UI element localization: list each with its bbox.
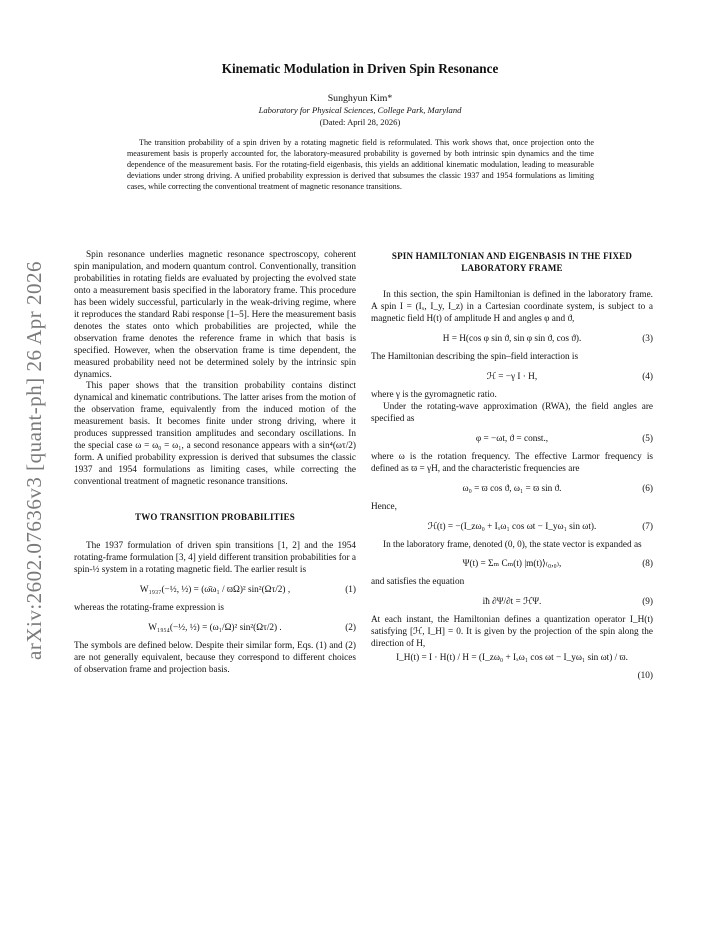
equation-1: [74, 577, 356, 603]
section2-paragraph-3: where γ is the gyromagnetic ratio.: [371, 389, 497, 400]
equation-3-number: (3): [642, 333, 653, 344]
equation-6-expression: ω₀ = ϖ cos ϑ, ω₁ = ϖ sin ϑ.: [462, 483, 562, 494]
section2-paragraph-4: Under the rotating-wave approximation (RWA), the field angles are specified as: [371, 401, 653, 424]
equation-2: [74, 615, 356, 641]
right-column: [371, 250, 653, 685]
intro-paragraph-2: This paper shows that the transition probability contains distinct dynamical and kinematic contributions. The latter arises from the motion of the observation frame, equivalently from the induced motion of the measurement basis. It becomes finite under strong driving, where it produces suppressed transition amplitudes and secondary oscillations. In the special case ω = ω₀ = ω₁, a second resonance appears with a sin⁴(ωτ/2) form. A unified probability expression is derived that subsumes the classic 1937 and 1954 formulations as limiting cases, while correcting the conventional treatment of magnetic resonance transitions.: [74, 381, 356, 488]
section2-paragraph-7: In the laboratory frame, denoted (0, 0), the state vector is expanded as: [383, 539, 642, 550]
left-column: [74, 250, 356, 677]
equation-3: [371, 326, 653, 352]
equation-9: [371, 589, 653, 615]
section2-paragraph-2: The Hamiltonian describing the spin–field interaction is: [371, 351, 579, 362]
equation-8-number: (8): [642, 559, 653, 570]
section2-paragraph-6: Hence,: [371, 501, 397, 512]
equation-10-expression: I_H(t) = I · H(t) / H = (I_zω₀ + Iₓω₁ cos ωt − I_yω₁ sin ωt) / ϖ.: [396, 653, 628, 664]
equation-4-number: (4): [642, 371, 653, 382]
section-heading-spin-hamiltonian: SPIN HAMILTONIAN AND EIGENBASIS IN THE FIXED LABORATORY FRAME: [391, 251, 633, 273]
equation-1-number: (1): [345, 584, 356, 595]
equation-10: [371, 651, 653, 685]
section1-paragraph-2: whereas the rotating-frame expression is: [74, 602, 225, 613]
section2-paragraph-8: and satisfies the equation: [371, 577, 465, 588]
section-heading-two-transition-probabilities: TWO TRANSITION PROBABILITIES: [135, 512, 295, 523]
equation-5: [371, 426, 653, 452]
section1-paragraph-3: The symbols are defined below. Despite their similar form, Eqs. (1) and (2) are not generally equivalent, because they correspond to different choices of observation frame and projection basis.: [74, 640, 356, 675]
equation-7-number: (7): [642, 521, 653, 532]
section1-paragraph-1: The 1937 formulation of driven spin transitions [1, 2] and the 1954 rotating-frame formulation [3, 4] yield different transition probabilities for a spin-½ system in a rotating magnetic field. The earlier result is: [74, 541, 356, 575]
section2-paragraph-5: where ω is the rotation frequency. The effective Larmor frequency is defined as ϖ = γH, and the characteristic frequencies are: [371, 451, 653, 474]
section2-paragraph-9: At each instant, the Hamiltonian defines a quantization operator I_H(t) satisfying [ℋ, I_H] = 0. It is given by the projection of the spin along the direction of H,: [371, 615, 653, 650]
equation-8: [371, 551, 653, 577]
equation-9-number: (9): [642, 597, 653, 608]
equation-5-expression: φ = −ωt, ϑ = const.,: [475, 433, 549, 444]
paper-title: Kinematic Modulation in Driven Spin Resonance: [221, 61, 499, 76]
equation-10-number: (10): [637, 671, 653, 682]
author: Sunghyun Kim*: [327, 93, 393, 104]
equation-7: [371, 514, 653, 540]
affiliation: Laboratory for Physical Sciences, College Park, Maryland: [258, 105, 462, 115]
equation-4-expression: ℋ = −γ I · H,: [486, 371, 538, 382]
equation-4: [371, 364, 653, 390]
equation-2-expression: W₁₉₅₄(−½, ½) = (ω₁/Ω)² sin²(Ωτ/2) .: [148, 622, 282, 633]
equation-3-expression: H = H(cos φ sin ϑ, sin φ sin ϑ, cos ϑ).: [442, 333, 582, 344]
equation-8-expression: Ψ(t) = Σₘ Cₘ(t) |m(t)⟩₍₀,₀₎,: [462, 559, 562, 570]
equation-7-expression: ℋ(t) = −(I_zω₀ + Iₓω₁ cos ωt − I_yω₁ sin ωt).: [427, 521, 597, 532]
section2-paragraph-1: In this section, the spin Hamiltonian is defined in the laboratory frame. A spin I = (Iₓ, I_y, I_z) in a Cartesian coordinate system, is subject to a magnetic field H(t) of amplitude H and angles φ and ϑ,: [371, 290, 653, 324]
intro-paragraph-1: Spin resonance underlies magnetic resonance spectroscopy, coherent spin manipulation, and modern quantum control. Conventionally, transition probabilities in rotating fields are evaluated by projecting the evolved state onto a measurement basis specified in the laboratory frame. This procedure has been widely successful, particularly in the weak-driving regime, where it reproduces the standard Rabi response [1–5]. Here the measurement basis denotes the states onto which probabilities are projected, while the observation frame denotes the reference frame in which that basis is specified. However, when the observation frame is time dependent, the measured probability need not be determined solely by the intrinsic spin dynamics.: [74, 250, 356, 380]
equation-1-expression: W₁₉₃₇(−½, ½) = (ω̄ω₁ / ϖΩ)² sin²(Ωτ/2) ,: [139, 584, 291, 595]
equation-2-number: (2): [345, 622, 356, 633]
arxiv-identifier: arXiv:2602.07636v3 [quant-ph] 26 Apr 2026: [22, 260, 46, 660]
date-line: (Dated: April 28, 2026): [319, 117, 401, 127]
equation-5-number: (5): [642, 433, 653, 444]
equation-6-number: (6): [642, 483, 653, 494]
equation-9-expression: iħ ∂Ψ/∂t = ℋΨ.: [482, 597, 542, 608]
equation-6: [371, 476, 653, 502]
abstract: The transition probability of a spin driven by a rotating magnetic field is reformulated. This work shows that, once projection onto the measurement basis is properly accounted for, the laboratory-measured probability is governed by both intrinsic spin dynamics and the time dependence of the measurement basis. For the rotating-field eigenbasis, this yields an additional kinematic modulation, leading to measurable deviations under strong driving. A unified probability expression is derived that subsumes the classic 1937 and 1954 formulations as limiting cases, while correcting the conventional treatment of magnetic resonance transitions.: [127, 138, 594, 191]
